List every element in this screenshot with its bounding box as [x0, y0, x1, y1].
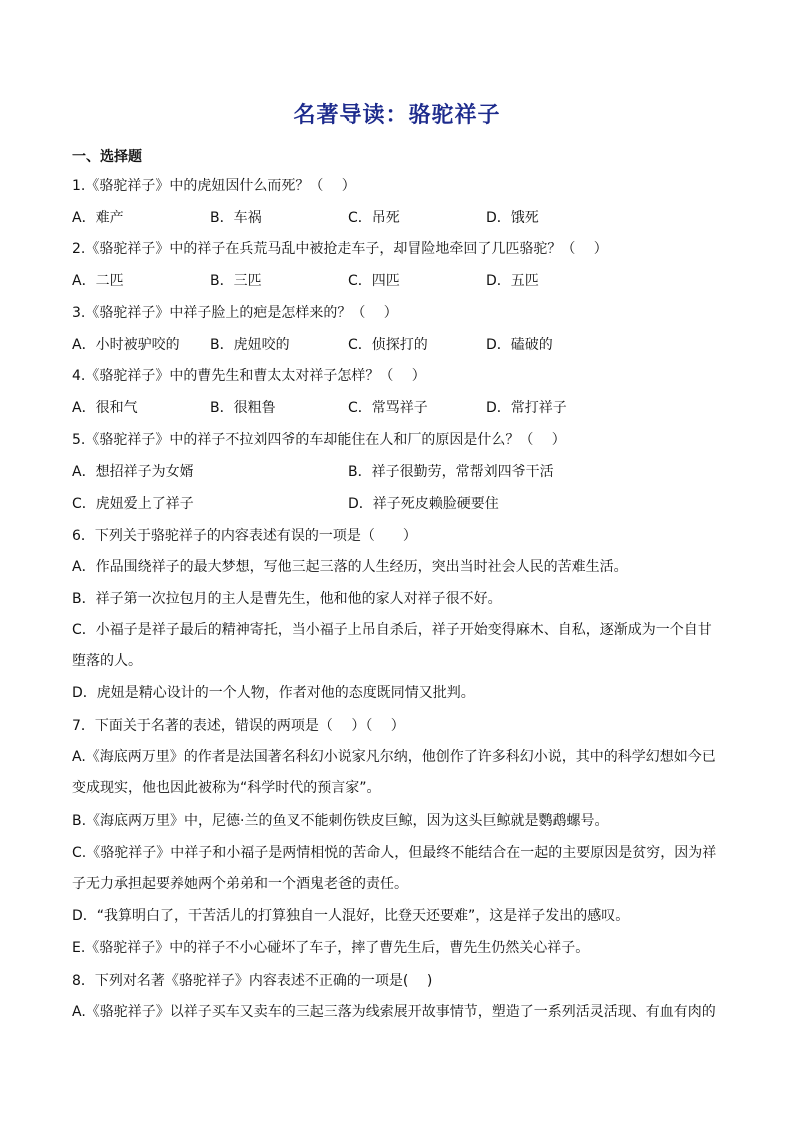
question-6-option-d: D．虎妞是精心设计的一个人物，作者对他的态度既同情又批判。 [72, 685, 475, 701]
option-d: D．祥子死皮赖脸硬要住 [348, 496, 499, 512]
question-6-stem: 6．下列关于骆驼祥子的内容表述有误的一项是（ ） [72, 528, 417, 544]
question-6-option-b: B．祥子第一次拉包月的主人是曹先生，他和他的家人对祥子很不好。 [72, 591, 502, 607]
option-c: C．虎妞爱上了祥子 [72, 496, 194, 512]
question-5-stem: 5.《骆驼祥子》中的祥子不拉刘四爷的车却能住在人和厂的原因是什么？（ ） [72, 432, 566, 448]
option-b: B．祥子很勤劳，常帮刘四爷干活 [348, 464, 554, 480]
option-c: C．常骂祥子 [348, 400, 428, 416]
question-6-option-c: C．小福子是祥子最后的精神寄托，当小福子上吊自杀后，祥子开始变得麻木、自私，逐渐成为一个自甘堕落的人。 [72, 622, 712, 669]
option-a: A．二匹 [72, 273, 124, 289]
option-c: C．侦探打的 [348, 337, 428, 353]
option-c: C．吊死 [348, 210, 400, 226]
option-d: D．饿死 [486, 210, 539, 226]
question-7-option-c: C.《骆驼祥子》中祥子和小福子是两情相悦的苦命人，但最终不能结合在一起的主要原因是贫穷，因为祥子无力承担起要养她两个弟弟和一个酒鬼老爸的责任。 [72, 845, 717, 892]
question-8-option-a: A.《骆驼祥子》以祥子买车又卖车的三起三落为线索展开故事情节，塑造了一系列活灵活现、有血有肉的 [72, 1004, 716, 1020]
question-4-stem: 4.《骆驼祥子》中的曹先生和曹太太对祥子怎样？（ ） [72, 368, 426, 384]
option-b: B．很粗鲁 [210, 400, 276, 416]
question-7-option-d: D．“我算明白了，干苦活儿的打算独自一人混好，比登天还要难”，这是祥子发出的感叹。 [72, 908, 630, 924]
question-7-option-b: B.《海底两万里》中，尼德·兰的鱼叉不能刺伤铁皮巨鲸，因为这头巨鲸就是鹦鹉螺号。 [72, 813, 609, 829]
question-8-stem: 8．下列对名著《骆驼祥子》内容表述不正确的一项是( ) [72, 973, 433, 989]
option-b: B．虎妞咬的 [210, 337, 290, 353]
option-d: D．常打祥子 [486, 400, 567, 416]
option-a: A．想招祥子为女婿 [72, 464, 194, 480]
option-a: A．难产 [72, 210, 124, 226]
option-a: A．很和气 [72, 400, 138, 416]
option-c: C．四匹 [348, 273, 400, 289]
question-7-option-a: A.《海底两万里》的作者是法国著名科幻小说家凡尔纳，他创作了许多科幻小说，其中的科学幻想如今已变成现实，他也因此被称为“科学时代的预言家”。 [72, 749, 716, 796]
question-7-stem: 7．下面关于名著的表述，错误的两项是（ ）（ ） [72, 718, 405, 734]
question-3-stem: 3.《骆驼祥子》中祥子脸上的疤是怎样来的？（ ） [72, 305, 398, 321]
question-7-option-e: E.《骆驼祥子》中的祥子不小心碰坏了车子，摔了曹先生后，曹先生仍然关心祥子。 [72, 940, 590, 956]
question-2-stem: 2.《骆驼祥子》中的祥子在兵荒马乱中被抢走车子，却冒险地牵回了几匹骆驼？（ ） [72, 241, 608, 257]
option-d: D．五匹 [486, 273, 539, 289]
option-b: B．三匹 [210, 273, 262, 289]
document-title: 名著导读：骆驼祥子 [293, 103, 501, 128]
section-heading: 一、选择题 [72, 149, 142, 165]
question-1-stem: 1.《骆驼祥子》中的虎妞因什么而死？（ ） [72, 178, 356, 194]
question-6-option-a: A．作品围绕祥子的最大梦想，写他三起三落的人生经历，突出当时社会人民的苦难生活。 [72, 559, 628, 575]
option-d: D．磕破的 [486, 337, 553, 353]
option-b: B．车祸 [210, 210, 262, 226]
option-a: A．小时被驴咬的 [72, 337, 180, 353]
